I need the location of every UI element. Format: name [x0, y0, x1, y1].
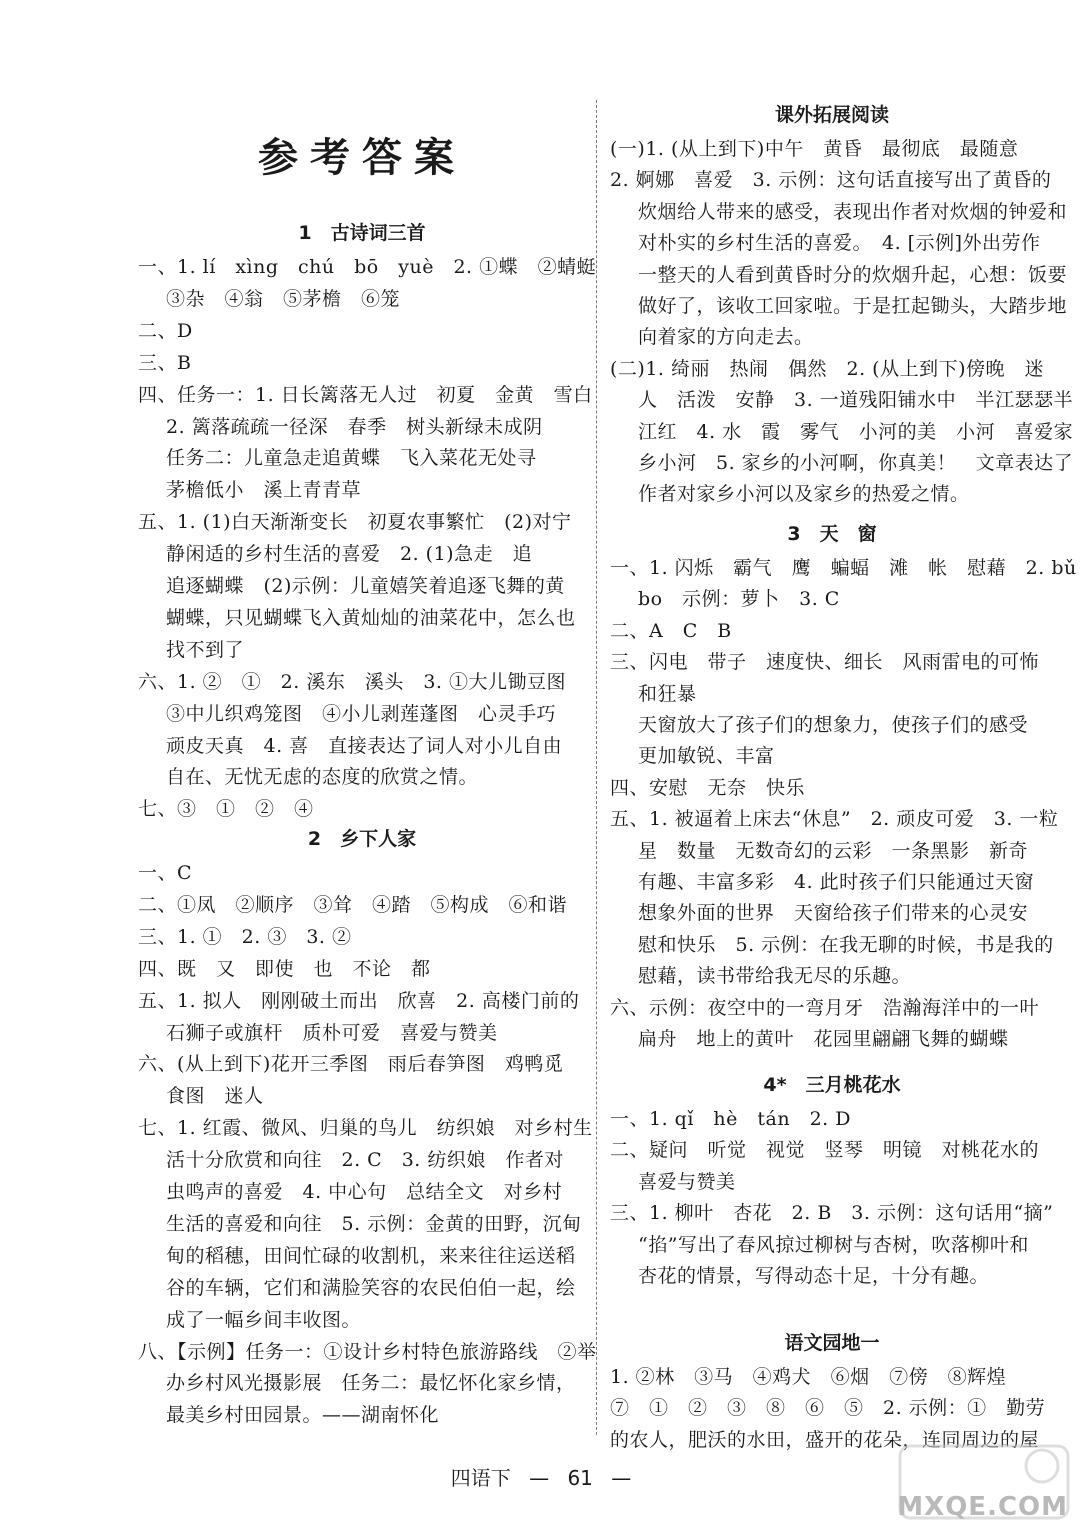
answer-line: ⑦ ① ② ③ ⑧ ⑥ ⑤ 2. 示例：① 勤劳 — [610, 1397, 1046, 1420]
answer-line: 蝴蝶，只见蝴蝶飞入黄灿灿的油菜花中，怎么也 — [166, 606, 576, 629]
answer-line: 三、闪电 带子 速度快、细长 风雨雷电的可怖 — [610, 651, 1040, 674]
answer-line: 茅檐低小 溪上青青草 — [166, 479, 362, 502]
answer-line: 对朴实的乡村生活的喜爱。 4. [示例]外出劳作 — [638, 232, 1041, 255]
column-divider — [596, 100, 597, 1435]
answer-line: 虫鸣声的喜爱 4. 中心句 总结全文 对乡村 — [166, 1181, 563, 1203]
answer-line: 自在、无忧无虑的态度的欣赏之情。 — [166, 766, 479, 789]
answer-line: 更加敏锐、丰富 — [638, 745, 775, 768]
section-heading: 1 古诗词三首 — [298, 222, 426, 244]
answer-line: 最美乡村田园景。——湖南怀化 — [166, 1404, 440, 1427]
answer-line: 江红 4. 水 霞 雾气 小河的美 小河 喜爱家 — [638, 420, 1074, 443]
answer-line: 1. ②林 ③马 ④鸡犬 ⑥烟 ⑦傍 ⑧辉煌 — [610, 1366, 1007, 1388]
answer-line: 任务二：儿童急走追黄蝶 飞入菜花无处寻 — [166, 447, 537, 470]
answer-line: 扁舟 地上的黄叶 花园里翩翩飞舞的蝴蝶 — [638, 1028, 1009, 1050]
section-heading: 4* 三月桃花水 — [763, 1074, 901, 1096]
answer-line: 三、1. ① 2. ③ 3. ② — [138, 925, 352, 948]
answer-line: 炊烟给人带来的感受，表现出作者对炊烟的钟爱和 — [638, 200, 1068, 223]
answer-line: 二、A C B — [610, 619, 732, 642]
answer-line: “掐”写出了春风掠过柳树与杏树，吹落柳叶和 — [638, 1233, 1029, 1256]
section-heading: 2 乡下人家 — [307, 828, 417, 850]
answer-line: 活十分欣赏和向往 2. C 3. 纺织娘 作者对 — [166, 1149, 564, 1172]
answer-line: bo 示例：萝卜 3. C — [638, 588, 840, 611]
answer-line: 2. 篱落疏疏一径深 春季 树头新绿未成阴 — [166, 415, 543, 438]
footer-book-label: 四语下 — [450, 1466, 511, 1490]
answer-line: 一整天的人看到黄昏时分的炊烟升起，心想：饭要 — [638, 263, 1068, 286]
answer-line: (二)1. 绮丽 热闹 偶然 2. (从上到下)傍晚 迷 — [610, 357, 1044, 380]
answer-line: 二、疑问 听觉 视觉 竖琴 明镜 对桃花水的 — [610, 1139, 1040, 1162]
answer-line: 向着家的方向走去。 — [638, 326, 814, 349]
answer-line: 一、1. 闪烁 霸气 鹰 蝙蝠 滩 帐 慰藉 2. bǔ — [610, 557, 1077, 579]
answer-line: 杏花的情景，写得动态十足，十分有趣。 — [638, 1265, 990, 1287]
answer-line: 做好了，该收工回家啦。于是扛起锄头，大踏步地 — [638, 295, 1068, 317]
answer-line: 想象外面的世界 天窗给孩子们带来的心灵安 — [638, 902, 1029, 925]
section-heading: 课外拓展阅读 — [774, 104, 889, 126]
answer-line: 甸的稻穗，田间忙碌的收割机，来来往往运送稻 — [166, 1244, 576, 1267]
answer-line: 慰和快乐 5. 示例：在我无聊的时候，书是我的 — [638, 933, 1054, 956]
answer-line: 三、B — [138, 351, 192, 374]
answer-line: 五、1. 被逼着上床去“休息” 2. 顽皮可爱 3. 一粒 — [610, 808, 1059, 831]
answer-line: 四、既 又 即使 也 不论 都 — [138, 957, 431, 980]
answer-line: 慰藉，读书带给我无尽的乐趣。 — [638, 965, 912, 988]
answer-line: 生活的喜爱和向往 5. 示例：金黄的田野，沉甸 — [166, 1212, 582, 1235]
answer-line: 有趣、丰富多彩 4. 此时孩子们只能通过天窗 — [638, 871, 1035, 893]
answer-line: 成了一幅乡间丰收图。 — [166, 1308, 362, 1331]
answer-line: 六、示例：夜空中的一弯月牙 浩瀚海洋中的一叶 — [610, 996, 1040, 1019]
answer-line: 人 活泼 安静 3. 一道残阳铺水中 半江瑟瑟半 — [638, 389, 1074, 412]
answer-line: 六、(从上到下)花开三季图 雨后春笋图 鸡鸭觅 — [138, 1053, 564, 1076]
answer-line: 四、任务一：1. 日长篱落无人过 初夏 金黄 雪白 — [138, 383, 593, 406]
answer-line: 二、D — [138, 319, 193, 342]
answer-line: 一、1. lí xìng chú bō yuè 2. ①蝶 ②蜻蜓 — [138, 256, 597, 278]
section-heading: 3 天 窗 — [787, 523, 877, 545]
answer-line: 六、1. ② ① 2. 溪东 溪头 3. ①大儿锄豆图 — [138, 670, 567, 693]
answer-line: 2. 婀娜 喜爱 3. 示例：这句话直接写出了黄昏的 — [610, 169, 1052, 192]
section-heading: 语文园地一 — [784, 1332, 880, 1354]
answer-line: 追逐蝴蝶 (2)示例：儿童嬉笑着追逐飞舞的黄 — [166, 575, 565, 597]
watermark-text: MXQE.COM — [897, 1492, 1068, 1522]
footer-page-number: 61 — [567, 1466, 593, 1490]
answer-line: 找不到了 — [166, 638, 245, 661]
answer-line: 星 数量 无数奇幻的云彩 一条黑影 新奇 — [638, 839, 1029, 862]
answer-line: 三、1. 柳叶 杏花 2. B 3. 示例：这句话用“摘” — [610, 1202, 1054, 1225]
answer-line: 石狮子或旗杆 质朴可爱 喜爱与赞美 — [166, 1021, 498, 1044]
answer-line: 作者对家乡小河以及家乡的热爱之情。 — [638, 483, 970, 506]
answer-line: 八、【示例】任务一：①设计乡村特色旅游路线 ②举 — [138, 1340, 597, 1363]
answer-line: 静闲适的乡村生活的喜爱 2. (1)急走 追 — [166, 543, 533, 566]
answer-line: (一)1. (从上到下)中午 黄昏 最彻底 最随意 — [610, 138, 1019, 160]
answer-line: 的农人，肥沃的水田，盛开的花朵，连同周边的屋 — [610, 1428, 1040, 1451]
answer-line: 和狂暴 — [638, 682, 697, 705]
answer-line: 四、安慰 无奈 快乐 — [610, 776, 806, 799]
answer-line: 五、1. (1)白天渐渐变长 初夏农事繁忙 (2)对宁 — [138, 511, 572, 534]
answer-line: 天窗放大了孩子们的想象力，使孩子们的感受 — [638, 714, 1029, 736]
answer-line: 办乡村风光摄影展 任务二：最忆怀化家乡情， — [166, 1372, 576, 1395]
answer-line: 五、1. 拟人 刚刚破土而出 欣喜 2. 高楼门前的 — [138, 989, 580, 1012]
answer-line: 七、1. 红霞、微风、归巢的鸟儿 纺织娘 对乡村生 — [138, 1117, 593, 1140]
answer-line: 一、C — [138, 862, 193, 884]
answer-line: ③杂 ④翁 ⑤茅檐 ⑥笼 — [166, 287, 401, 310]
footer-dash-left: — — [529, 1466, 550, 1490]
answer-line: ③中儿织鸡笼图 ④小儿剥莲蓬图 心灵手巧 — [166, 702, 557, 725]
footer-dash-right: — — [611, 1466, 632, 1490]
page-title: 参考答案 — [258, 134, 466, 181]
answer-line: 七、③ ① ② ④ — [138, 798, 314, 821]
answer-line: 顽皮天真 4. 喜 直接表达了词人对小儿自由 — [166, 734, 563, 757]
answer-line: 谷的车辆，它们和满脸笑容的农民伯伯一起，绘 — [166, 1276, 576, 1299]
answer-line: 二、①凤 ②顺序 ③耸 ④踏 ⑤构成 ⑥和谐 — [138, 893, 568, 916]
answer-line: 一、1. qǐ hè tán 2. D — [610, 1108, 851, 1130]
answer-line: 喜爱与赞美 — [638, 1170, 736, 1193]
answer-line: 食图 迷人 — [166, 1085, 264, 1108]
answer-line: 乡小河 5. 家乡的小河啊，你真美！ 文章表达了 — [638, 452, 1074, 474]
